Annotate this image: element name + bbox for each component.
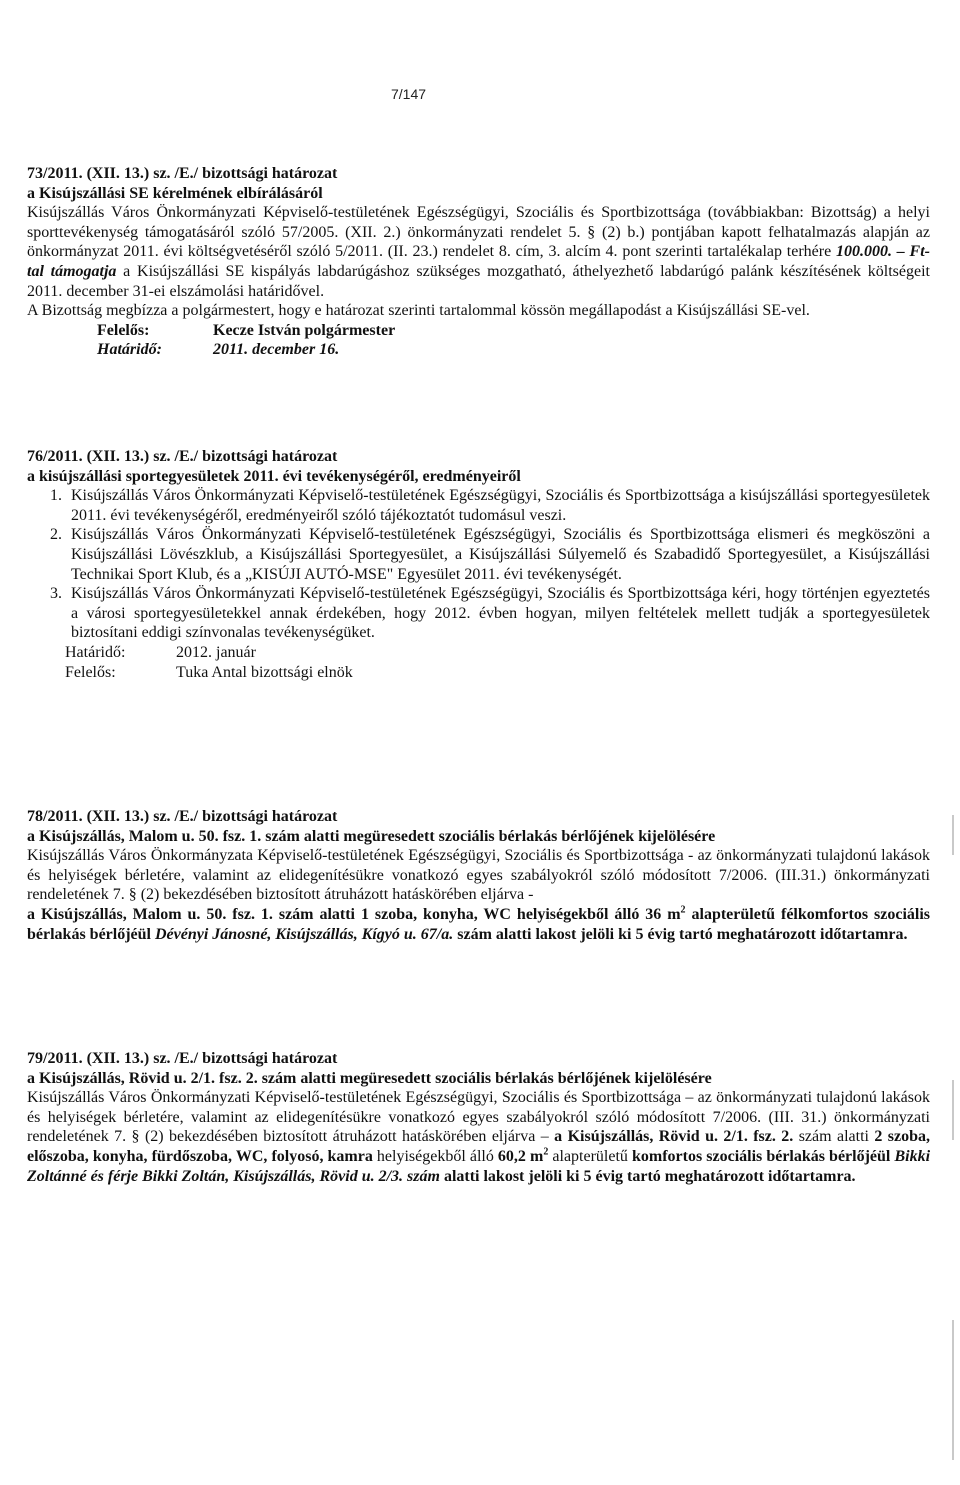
deadline-label: Határidő: <box>65 643 126 661</box>
resolution-title: 79/2011. (XII. 13.) sz. /E./ bizottsági határozat <box>27 1050 338 1067</box>
deadline-value: 2012. január <box>176 643 256 661</box>
body-text: Kisújszállás Város Önkormányzati Képviselő-testületének Egészségügyi, Szociális és Sportbizottsága – az önkormányzati tulajdonú lakások és helyiségek bérletére, valamint az elidegenítésükre vonatkozó egyes szabályokról szóló módosított 7/2006. (III. 31.) önkormányzati rendeletének 7. § (2) bekezdésében biztosított átruházott hatáskörében eljárva – <box>27 1089 930 1146</box>
resolution-title: 73/2011. (XII. 13.) sz. /E./ bizottsági határozat <box>27 165 338 182</box>
page-number: 7/147 <box>391 86 427 102</box>
decision-connector: szám alatti <box>793 1128 875 1146</box>
decision-connector-3: alapterületű <box>548 1147 632 1165</box>
resolution-decision <box>27 905 930 944</box>
tenant-name: Bikki Zoltánné és férje Bikki Zoltán, Kisújszállás, Rövid u. 2/3. szám <box>27 1147 931 1185</box>
decision-text-end: alatti lakost jelöli ki 5 évig tartó meghatározott időtartamra. <box>439 1167 856 1185</box>
support-amount: 100.000. – Ft-tal támogatja <box>27 243 930 280</box>
scan-margin-mark <box>952 1320 954 1460</box>
resolution-subject: a Kisújszállási SE kérelmének elbírálásáról <box>27 184 323 202</box>
responsible-line <box>97 321 930 341</box>
resolution-subject: a kisújszállási sportegyesületek 2011. évi tevékenységéről, eredményeiről <box>27 467 521 485</box>
tenant-name: Dévényi Jánosné, Kisújszállás, Kígyó u. 67/a. <box>155 925 454 943</box>
resolution-subject: a Kisújszállás, Rövid u. 2/1. fsz. 2. szám alatti megüresedett szociális bérlakás bérlőjének kijelölésére <box>27 1069 712 1087</box>
decision-area: 60,2 m <box>497 1147 544 1165</box>
deadline-value: 2011. december 16. <box>213 341 340 359</box>
resolution-76 <box>27 447 930 682</box>
deadline-line <box>65 643 930 663</box>
list-item <box>27 525 930 584</box>
item-number: 2. <box>50 526 62 544</box>
resolution-body <box>27 203 930 301</box>
list-item <box>27 584 930 643</box>
item-text: Kisújszállás Város Önkormányzati Képviselő-testületének Egészségügyi, Szociális és Sportbizottsága kéri, hogy történjen egyeztetés a városi sportegyesületekkel annak érdekében, hogy 2012. évben hogyan, milyen feltételek mellett tudják a sportegyesületek biztosítani eddigi színvonalas tevékenységüket. <box>71 585 930 642</box>
resolution-title: 76/2011. (XII. 13.) sz. /E./ bizottsági határozat <box>27 448 338 465</box>
decision-connector-2: helyiségekből álló <box>372 1147 498 1165</box>
responsible-value: Kecze István polgármester <box>213 321 396 339</box>
decision-address: a Kisújszállás, Rövid u. 2/1. fsz. 2. <box>554 1128 794 1146</box>
resolution-body-2: A Bizottság megbízza a polgármestert, hogy e határozat szerinti tartalommal kössön megállapodást a Kisújszállási SE-vel. <box>27 302 810 320</box>
body-text-cont: a Kisújszállási SE kispályás labdarúgáshoz szükséges mozgatható, áthelyezhető labdarúgó palánk készítésének költségeit 2011. december 31-ei elszámolási határidővel. <box>27 262 930 300</box>
decision-rooms: 2 szoba, előszoba, konyha, fürdőszoba, WC, folyosó, kamra <box>27 1128 931 1165</box>
scan-margin-mark <box>952 815 954 855</box>
responsible-label: Felelős: <box>65 663 116 681</box>
item-number: 1. <box>50 487 62 505</box>
scan-margin-mark <box>952 1080 954 1140</box>
superscript: 2 <box>543 1146 549 1158</box>
superscript: 2 <box>680 904 686 916</box>
item-text: Kisújszállás Város Önkormányzati Képviselő-testületének Egészségügyi, Szociális és Sportbizottsága elismeri és megköszöni a Kisújszállási Lövészklub, a Kisújszállási Sportegyesület, a Kisújszállási Súlyemelő és Szabadidő Sportegyesület, a Kisújszállási Technikai Sport Klub, és a „KISÚJI AUTÓ-MSE" Egyesület 2011. évi tevékenységét. <box>71 526 930 583</box>
responsible-line <box>65 663 930 683</box>
decision-text: a Kisújszállás, Malom u. 50. fsz. 1. szám alatti 1 szoba, konyha, WC helyiségekből álló 36 m <box>27 905 681 923</box>
resolution-body <box>27 1088 930 1186</box>
decision-type: komfortos szociális bérlakás bérlőjéül <box>631 1147 895 1165</box>
deadline-line <box>97 340 930 360</box>
responsible-label: Felelős: <box>97 321 150 339</box>
item-text: Kisújszállás Város Önkormányzati Képviselő-testületének Egészségügyi, Szociális és Sportbizottsága a kisújszállási sportegyesületek 2011. évi tevékenységéről, eredményeiről szóló tájékoztatót tudomásul veszi. <box>71 487 930 524</box>
resolution-79 <box>27 1049 930 1186</box>
deadline-label: Határidő: <box>97 341 162 359</box>
responsible-value: Tuka Antal bizottsági elnök <box>176 663 353 681</box>
resolution-body: Kisújszállás Város Önkormányzata Képviselő-testületének Egészségügyi, Szociális és Sportbizottsága - az önkormányzati tulajdonú lakások és helyiségek bérletére, valamint az elidegenítésükre vonatkozó egyes szabályokról szóló módosított 7/2006. (III.31.) önkormányzati rendeletének 7. § (2) bekezdésében biztosított átruházott hatáskörében eljárva - <box>27 847 930 904</box>
resolution-78 <box>27 807 930 944</box>
resolution-subject: a Kisújszállás, Malom u. 50. fsz. 1. szám alatti megüresedett szociális bérlakás bérlőjének kijelölésére <box>27 827 716 845</box>
decision-text-2: alapterületű félkomfortos szociális bérlakás bérlőjéül <box>27 905 931 943</box>
item-number: 3. <box>50 585 62 603</box>
body-text: Kisújszállás Város Önkormányzati Képviselő-testületének Egészségügyi, Szociális és Sportbizottsága (továbbiakban: Bizottság) a helyi sporttevékenység támogatásáról szóló 57/2005. (XII. 2.) önkormányzati rendelet 5. § (2) b.) pontjában kapott felhatalmazás alapján az önkormányzat 2011. évi költségvetéséről szóló 5/2011. (II. 23.) rendelet 8. cím, 3. alcím 4. pont szerinti tartalékalap terhére <box>27 204 930 261</box>
list-item <box>27 486 930 525</box>
resolution-73 <box>27 164 930 360</box>
decision-text-3: szám alatti lakost jelöli ki 5 évig tartó meghatározott időtartamra. <box>453 925 908 943</box>
resolution-title: 78/2011. (XII. 13.) sz. /E./ bizottsági határozat <box>27 808 338 825</box>
